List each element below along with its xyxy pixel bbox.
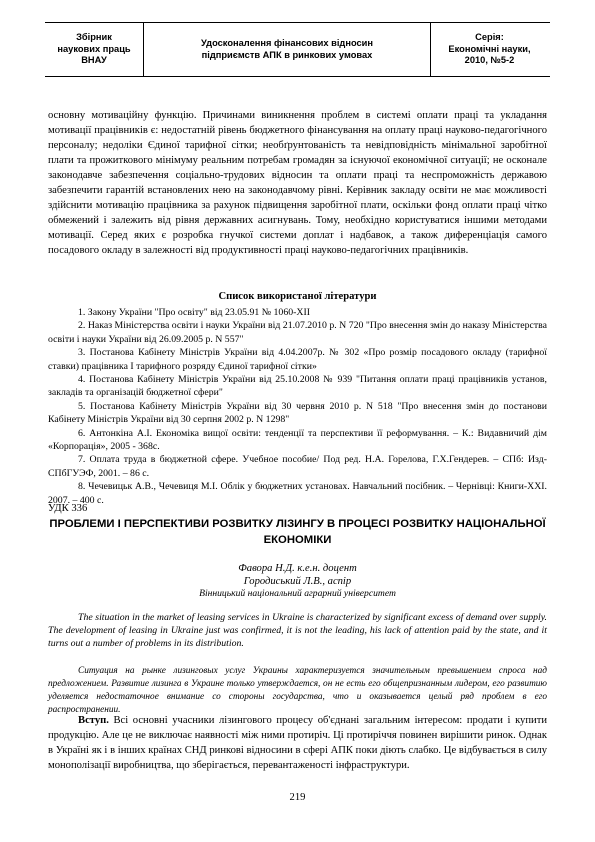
introduction-lead: Вступ.	[78, 715, 109, 726]
header-series	[429, 23, 550, 76]
abstract-russian: Ситуация на рынке лизинговых услуг Украины характеризуется значительным превышением спроса над предложением. Развитие лизинга в Украине только утверждается, он не есть его общепризнанным лидером, его развитию уделяется недостаточное внимание со стороны государства, что и оказывается целый ряд проблем в его распространении.	[48, 666, 547, 715]
author-name: Фавора Н.Д. к.е.н. доцент	[238, 563, 357, 574]
introduction-paragraph	[48, 713, 547, 773]
page-number: 219	[289, 792, 306, 803]
header-collection-line: Збірник	[76, 32, 112, 43]
author-block	[48, 563, 547, 601]
reference-item: 8. Чечевицьк А.В., Чечевиця М.І. Облік у бюджетних установах. Навчальний посібник. – Чернівці: Книги-ХХІ. 2007. – 400 с.	[48, 481, 547, 506]
author-affiliation: Вінницький національний аграрний університет	[199, 588, 396, 599]
reference-item: 1. Закону України "Про освіту" від 23.05.91 № 1060-XII	[78, 307, 310, 318]
article-title: ПРОБЛЕМИ І ПЕРСПЕКТИВИ РОЗВИТКУ ЛІЗИНГУ В ПРОЦЕСІ РОЗВИТКУ НАЦІОНАЛЬНОЇ ЕКОНОМІКИ	[49, 518, 546, 546]
reference-item: 4. Постанова Кабінету Міністрів України від 25.10.2008 № 939 "Питання оплати праці працівників установ, закладів та організацій бюджетної сфери"	[48, 374, 547, 399]
abstract-english: The situation in the market of leasing services in Ukraine is characterized by significant excess of demand over supply. The development of leasing in Ukraine just was confirmed, it is not the leading, his lack of attention paid by the state, and it turns out a number of problems in its distribution.	[48, 612, 547, 649]
references-list	[48, 306, 547, 507]
reference-item: 7. Оплата труда в бюджетной сфере. Учебное пособие/ Под ред. Н.А. Горелова, Г.Х.Гендерев. – СПб: Изд-СПбГУЭФ, 2001. – 86 с.	[48, 454, 547, 479]
reference-item: 2. Наказ Міністерства освіти і науки України від 21.07.2010 р. N 720 "Про внесення змін до наказу Міністерства освіти і науки України від 26.09.2005 р. N 557"	[48, 320, 547, 345]
header-series-line: 2010, №5-2	[464, 55, 515, 66]
references-title: Список використаної літератури	[218, 291, 377, 302]
header-topic-line: підприємств АПК в ринкових умовах	[201, 49, 373, 60]
header-topic-line: Удосконалення фінансових відносин	[200, 38, 374, 48]
header-series-line: Економічні науки,	[448, 43, 531, 54]
introduction-text: Всі основні учасники лізингового процесу об'єднані загальним інтересом: продати і купити продукцію. Але це не виключає наявності між ними протиріч. Ці протиріччя повинен вирішити ринок. Однак в Україні як і в інших країнах СНД ринкові відносини в сфері АПК поки діють слабко. Це відбувається в силу монополізації виробництва, що зберігається, перевантаженості інфраструктури.	[48, 715, 547, 771]
reference-item: 3. Постанова Кабінету Міністрів України від 4.04.2007р. № 302 «Про розмір посадового окладу (тарифної ставки) працівника I тарифного розряду Єдиної тарифної сітки»	[48, 347, 547, 372]
reference-item: 6. Антонкіна А.І. Економіка вищої освіти: тенденції та перспективи її реформування. – К.: Видавничий дім «Корпорація», 2005 - 368с.	[48, 427, 547, 453]
header-collection	[45, 23, 143, 76]
reference-item: 5. Постанова Кабінету Міністрів України від 30 червня 2010 р. N 518 "Про внесення змін до постанови Кабінету Міністрів України від 30 серпня 2002 р. N 1298"	[48, 400, 547, 426]
udk-code: УДК 336	[48, 503, 88, 514]
author-name: Городиський Л.В., аспір	[243, 575, 352, 587]
body-paragraph: основну мотиваційну функцію. Причинами виникнення проблем в системі оплати праці та укладання мотивації працівників є: недостатній рівень бюджетного фінансування на оплату праці науково-педагогічного персоналу; недоліки Єдиної тарифної сітки; необґрунтованість та невідповідність мінімальної заробітної плати та прожиткового мінімуму реальним потребам громадян за існуючої економічної ситуації; не осконале законодавче забезпечення соціально-трудових відносин та оплати праці та неспроможність державою забезпечити гарантій встановлених нею на законодавчому рівні. Керівник закладу освіти не має можливості здійснити мотивацію працівника за рахунок підвищення заробітної плати, оскільки фонд оплати праці чітко обмежений і залежить від рівня державних асигнувань. Тому, необхідно користуватися іншими методами мотивації. Серед яких є розробка гнучкої системи доплат і надбавок, а також диференціація самого посадового окладу в залежності від продуктивності праці науково-педагогічних працівників.	[48, 110, 547, 256]
header-collection-line: наукових праць	[57, 43, 131, 54]
header-topic	[143, 23, 431, 76]
running-header	[45, 22, 550, 77]
header-series-line: Серія:	[475, 32, 504, 43]
header-collection-line: ВНАУ	[81, 55, 107, 66]
